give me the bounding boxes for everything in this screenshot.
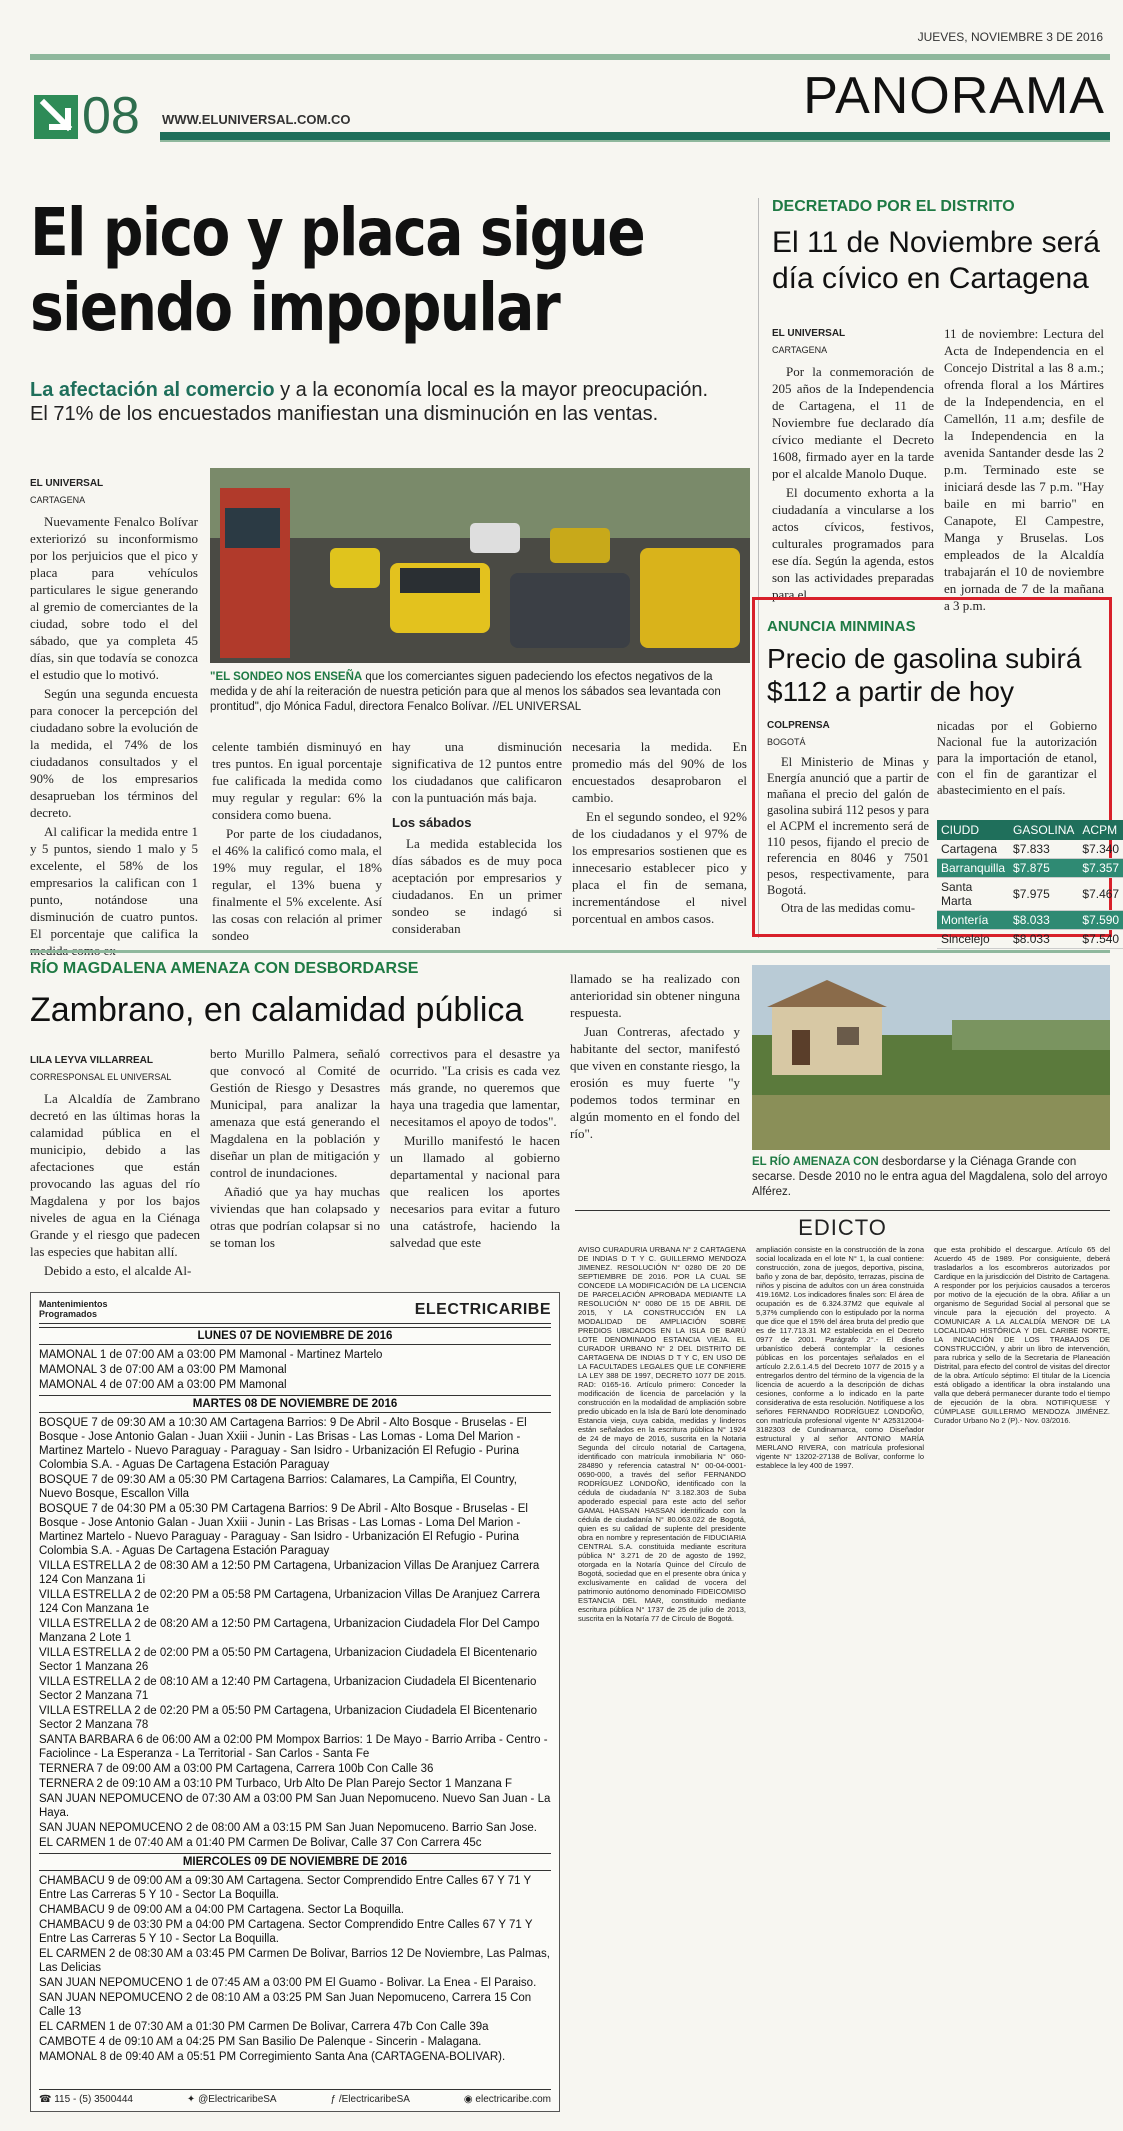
main-col3 — [392, 738, 562, 939]
gas-kicker: ANUNCIA MINMINAS — [767, 618, 916, 635]
gas-col2 — [937, 718, 1097, 800]
twitter-contact — [187, 2094, 277, 2105]
section-title: PANORAMA — [803, 67, 1105, 125]
acpm-price-cell: $7.467 — [1078, 878, 1123, 911]
civic-paragraph: Por la conmemoración de 205 años de la Independencia de Cartagena, el 11 de Noviembre fue declarado día cívico mediante el Decreto 1608, firmado ayer en la tarde por el alcalde Manolo Duque. — [772, 364, 934, 481]
gas-price-cell: $7.875 — [1009, 859, 1078, 878]
schedule-day-label: LUNES 07 DE NOVIEMBRE DE 2016 — [39, 1327, 551, 1345]
civic-col1 — [772, 325, 934, 605]
list-item: SAN JUAN NEPOMUCENO 2 de 08:00 AM a 03:15 PM San Juan Nepomuceno. Barrio San Jose. — [39, 1822, 537, 1834]
table-row — [937, 840, 1123, 859]
list-item: VILLA ESTRELLA 2 de 08:30 AM a 12:50 PM Cartagena, Urbanizacion Villas De Aranjuez Carrera 124 Con Manzana 1i — [39, 1560, 540, 1586]
schedule-day-label: MARTES 08 DE NOVIEMBRE DE 2016 — [39, 1395, 551, 1413]
zambrano-headline: Zambrano, en calamidad pública — [30, 991, 524, 1029]
list-item: EL CARMEN 2 de 08:30 AM a 03:45 PM Carmen De Bolivar, Barrios 12 De Noviembre, Las Palmas, Las Delicias — [39, 1948, 550, 1974]
gas-price-table — [937, 820, 1123, 949]
list-item: TERNERA 7 de 09:00 AM a 03:00 PM Cartagena, Carrera 100b Con Calle 36 — [39, 1763, 434, 1775]
civic-paragraph: 11 de noviembre: Lectura del Acta de Independencia en el Concejo Distrital a las 8 a.m.; ofrenda floral a los Mártires de la Independencia, en el Camellón, 11 a.m; desfile de la Independencia en la avenida Santander desde las 2 p.m. Terminado este se iniciará desde las 7 p.m. "Hay baile en mi barrio" en Canapote, El Campestre, Manga y Bruselas. Los empleados de la Alcaldía trabajarán el 10 de noviembre en jornada de 7 de la mañana a 3 p.m. — [944, 326, 1104, 613]
gas-city-cell: Sincelejo — [937, 930, 1009, 949]
list-item: MAMONAL 4 de 07:00 AM a 03:00 PM Mamonal — [39, 1379, 287, 1391]
main-photo-caption — [210, 670, 750, 715]
schedule-day-label: MIERCOLES 09 DE NOVIEMBRE DE 2016 — [39, 1853, 551, 1871]
main-subhead: Los sábados — [392, 815, 472, 830]
phone-contact — [39, 2094, 133, 2105]
edicto-title: EDICTO — [575, 1210, 1110, 1241]
main-paragraph: necesaria la medida. En promedio más del 90% de los encuestados desaprobaron el cambio. — [572, 739, 747, 805]
gas-table-header — [937, 820, 1123, 840]
main-headline-line1: El pico y placa sigue — [30, 194, 644, 271]
website-link: electricaribe.com — [475, 2094, 551, 2105]
table-row — [937, 911, 1123, 930]
acpm-price-cell: $7.590 — [1078, 911, 1123, 930]
main-paragraph: hay una disminución significativa de 12 puntos entre los ciudadanos que calificaron con la puntuación más baja. — [392, 739, 562, 805]
main-headline-line2: siendo impopular — [30, 269, 560, 346]
deck-highlight: La afectación al comercio — [30, 379, 275, 401]
edicto-col2: ampliación consiste en la construcción de la zona social localizada en el lote N° 1, la cual contiene: construcción, zona de juegos, deportiva, piscina, baño y zona de bar, depósito, terrazas, piscina de niños y piscina de adultos con un área construida 419.16M2. Los indicadores finales son: El área de ocupación es de 6.324.37M2 que equivale al 5,37% cumpliendo con lo estipulado por la norma que dice que el 15% del área bruta del predio que es de 117.713.31 M2 establecida en el Decreto 0977 de 2001. Parágrafo 2°.- El diseño urbanístico deberá contemplar la cesiones públicas en los porcentajes señalados en el artículo 2.2.6.1.4.5 del Decreto 1077 de 2015 y a entregarlos dentro del término de la vigencia de la licencia de acuerdo a la descripción de dichas cesiones, conforme a lo indicado en la parte considerativa de esta resolución. Notifíquese a los señores FERNANDO RODRÍGUEZ LONDOÑO, con matrícula profesional vigente N° A25312004-3182303 de Cundinamarca, como Diseñador estructural y al señor ANTONIO MARÍA MERLANO RIVERA, con matrícula profesional vigente N° 13202-27138 de Bolívar, conforme lo establece la ley 400 de 1997. — [756, 1245, 924, 1470]
list-item: SANTA BARBARA 6 de 06:00 AM a 02:00 PM Mompox Barrios: 1 De Mayo - Barrio Arriba - Centro - Faciolince - La Esperanza - La Territorial - San Carlos - Santa Fe — [39, 1734, 548, 1760]
list-item: MAMONAL 3 de 07:00 AM a 03:00 PM Mamonal — [39, 1364, 287, 1376]
gas-article-box — [752, 597, 1120, 946]
list-item: SAN JUAN NEPOMUCENO 1 de 07:45 AM a 03:00 PM El Guamo - Bolivar. La Enea - El Paraiso. — [39, 1977, 537, 1989]
list-item: CHAMBACU 9 de 09:00 AM a 04:00 PM Cartagena. Sector La Boquilla. — [39, 1904, 405, 1916]
edicto-col1: AVISO CURADURIA URBANA N° 2 CARTAGENA DE INDIAS D T Y C. GUILLERMO MENDOZA JIMENEZ. RESOLUCIÓN N° 0280 DE 20 DE SEPTIEMBRE DE 2016. POR LA CUAL SE CONCEDE LA MODIFICACIÓN DE LA LICENCIA DE PARCELACIÓN APROBADA MEDIANTE LA RESOLUCIÓN N° 0080 DE 15 DE ABRIL DE 2015, Y LA CONSTRUCCIÓN EN LA MODALIDAD DE AMPLIACIÓN SOBRE PREDIOS UBICADOS EN LA ISLA DE BARÚ LOTE DENOMINADO ESTANCIA VIEJA. EL CURADOR URBANO N° 2 DEL DISTRITO DE CARTAGENA DE INDIAS D T Y C, EN USO DE LA FACULTADES LEGALES QUE LE CONFIERE LA LEY 388 DE 1997, DECRETO 1077 DE 2015. RAD: 0165-16. Artículo primero: Conceder la modificación de licencia de parcelación y la construcción en la modalidad de ampliación sobre predio ubicado en la Isla de Barú lote denominado Estancia vieja, cuya cabida, medidas y linderos están señalados en la escritura pública N° 1924 de 24 de mayo de 2016, suscrita en la Notaria Segunda del círculo notarial de Cartagena, identificado con matrícula inmobiliaria N° 060-284890 y referencia catastral N° 00-04-0001-0690-000, a través del señor FERNANDO RODRÍGUEZ LONDOÑO, identificado con la cédula de ciudadanía N° 3.182.303 de Suba apoderado especial para este acto del señor GAMAL HASSAN HASSAN identificado con la cédula de ciudadanía N° 80.063.022 de Bogotá, quien es su calidad de suplente del presidente obra en nombre y representación de FIDUCIARIA CENTRAL S.A. constituida mediante escritura pública N° 3.271 de 20 de agosto de 1992, otorgada en la Notaría Quince del Círculo de Bogotá, sociedad que en el presente obra única y exclusivamente en calidad de vocera del patrimonio autónomo denominado FIDEICOMISO ESTANCIA DEL MAR, constituido mediante escritura pública N° 1737 de 25 de julio de 2013, suscrita en la Notaría 77 de Círculo de Bogotá. — [578, 1245, 746, 1623]
gas-paragraph: El Ministerio de Minas y Energía anunció que a partir de mañana el precio del galón de gasolina subirá 112 pesos y para el ACPM el incremento será de 110 pesos, fijando el precio de referencia en 8046 y 7501 pesos, respectivamente, para Bogotá. — [767, 755, 929, 897]
list-item: CHAMBACU 9 de 03:30 PM a 04:00 PM Cartagena. Sector Comprendido Entre Calles 67 Y 71 Y Entre Las Carreras 5 Y 10 - Sector La Boquilla. — [39, 1919, 533, 1945]
facebook-contact — [331, 2094, 410, 2105]
list-item: SAN JUAN NEPOMUCENO de 07:30 AM a 03:00 PM San Juan Nepomuceno. Nuevo San Juan - La Haya. — [39, 1793, 551, 1819]
main-paragraph: Según una segunda encuesta para conocer la percepción del ciudadano sobre la evolución de la medida, el 74% de los ciudadanos consultados y el 90% de los empresarios desaprueban los términos del decreto. — [30, 686, 198, 820]
civic-city: CARTAGENA — [772, 345, 828, 355]
gas-header-acpm: ACPM — [1078, 820, 1123, 840]
zambrano-paragraph: Murillo manifestó le hacen un llamado al gobierno departamental y nacional para que realicen los aportes necesarios para evitar a futuro una catástrofe, haciendo la salvedad que este — [390, 1133, 560, 1250]
list-item: VILLA ESTRELLA 2 de 02:20 PM a 05:50 PM Cartagena, Urbanizacion Ciudadela El Bicentenario Sector 2 Manzana 78 — [39, 1705, 537, 1731]
river-photo-caption — [752, 1155, 1110, 1200]
electricaribe-box — [30, 1292, 560, 2112]
deck-rest: y a la economía local es la mayor preocupación. — [274, 379, 709, 401]
gas-byline: COLPRENSA — [767, 720, 830, 731]
civic-kicker: DECRETADO POR EL DISTRITO — [772, 198, 1015, 215]
gas-header-city: CIUDD — [937, 820, 1009, 840]
traffic-photo — [210, 468, 750, 663]
page-number: 08 — [82, 87, 140, 145]
list-item: BOSQUE 7 de 09:30 AM a 05:30 PM Cartagena Barrios: Calamares, La Campiña, El Country, Nuevo Bosque, Escallon Villa — [39, 1474, 517, 1500]
list-item: BOSQUE 7 de 04:30 PM a 05:30 PM Cartagena Barrios: 9 De Abril - Alto Bosque - Bruselas - El Bosque - Jose Antonio Galan - Juan Xxiii - Junin - Las Brisas - Las Lomas - Loma Del Marion - Martinez Martelo - Nuevo Paraguay - Paraguay - San Isidro - Urbanización El Refugio - Purina Colombia S.A. - Aguas De Cartagena Estación Paraguay — [39, 1503, 528, 1557]
zambrano-paragraph: correctivos para el desastre ya ocurrido. "La crisis es cada vez más grande, no queremos que haya una tragedia que lamentar, necesitamos el apoyo de todos". — [390, 1046, 560, 1129]
zambrano-paragraph: berto Murillo Palmera, señaló que convocó al Comité de Gestión de Riesgo y Desastres Municipal, para analizar la amenaza que está generando el Magdalena en la población y diseñar un plan de mitigación y control de inundaciones. — [210, 1046, 380, 1180]
arrow-icon — [34, 95, 78, 139]
list-item: CAMBOTE 4 de 09:10 AM a 04:25 PM San Basilio De Palenque - Sincerin - Malagana. — [39, 2036, 482, 2048]
table-row — [937, 930, 1123, 949]
zambrano-paragraph: llamado se ha realizado con anterioridad sin obtener ninguna respuesta. — [570, 971, 740, 1020]
acpm-price-cell: $7.540 — [1078, 930, 1123, 949]
gas-headline: Precio de gasolina subirá $112 a partir de hoy — [767, 643, 1082, 707]
header-top-rule — [30, 54, 1110, 60]
list-item: SAN JUAN NEPOMUCENO 2 de 08:10 AM a 03:25 PM San Juan Nepomuceno, Carrera 15 Con Calle 13 — [39, 1992, 532, 2018]
zambrano-paragraph: Debido a esto, el alcalde Al- — [44, 1263, 192, 1278]
web-contact — [464, 2094, 551, 2105]
gas-city-cell: Barranquilla — [937, 859, 1009, 878]
header-bottom-rule — [160, 132, 1110, 140]
facebook-icon: ƒ — [330, 2094, 339, 2105]
list-item: VILLA ESTRELLA 2 de 08:10 AM a 12:40 PM Cartagena, Urbanizacion Ciudadela El Bicentenario Sector 2 Manzana 71 — [39, 1676, 537, 1702]
main-paragraph: Nuevamente Fenalco Bolívar exteriorizó su inconformismo por los perjuicios que el pico y placa para vehículos particulares le sigue generando al gremio de comerciantes de la ciudad, sobre todo el del sábado, que ya completa 45 días, sin que todavía se conozca el estudio que lo motivó. — [30, 514, 198, 682]
zambrano-col4 — [570, 970, 740, 1144]
gas-header-gasoline: GASOLINA — [1009, 820, 1078, 840]
civic-paragraph: El documento exhorta a la ciudadanía a vincularse a los actos cívicos, festivos, culturales programados para ese día. Según la agenda, estos son las actividades preparadas para el — [772, 485, 934, 602]
phone-number: 115 - (5) 3500444 — [54, 2094, 133, 2105]
zambrano-byline: LILA LEYVA VILLARREAL — [30, 1055, 153, 1066]
civic-byline: EL UNIVERSAL — [772, 328, 846, 339]
list-item: MAMONAL 1 de 07:00 AM a 03:00 PM Mamonal - Martinez Martelo — [39, 1349, 383, 1361]
list-item: EL CARMEN 1 de 07:30 AM a 01:30 PM Carmen De Bolivar, Carrera 47b Con Calle 39a — [39, 2021, 489, 2033]
website: WWW.ELUNIVERSAL.COM.CO — [162, 112, 351, 127]
caption-lead: "EL SONDEO NOS ENSEÑA — [210, 671, 363, 683]
list-item: CHAMBACU 9 de 09:00 AM a 09:30 AM Cartagena. Sector Comprendido Entre Calles 67 Y 71 Y Entre Las Carreras 5 Y 10 - Sector La Boquilla. — [39, 1875, 532, 1901]
list-item: EL CARMEN 1 de 07:40 AM a 01:40 PM Carmen De Bolivar, Calle 37 Con Carrera 45c — [39, 1837, 482, 1849]
maintenance-schedule — [39, 1327, 551, 2064]
maintenance-title: Mantenimientos Programados — [39, 1299, 108, 1319]
electricaribe-brand: ELECTRICARIBE — [414, 1301, 551, 1318]
gas-price-cell: $8.033 — [1009, 911, 1078, 930]
main-paragraph: Por parte de los ciudadanos, el 46% la calificó como mala, el 19% muy regular, el 18% regular, el 13% buena y finalmente el 5% excelente. Así las cosas con relación al primer sondeo — [212, 826, 382, 943]
gas-paragraph: Otra de las medidas comu- — [781, 901, 915, 915]
list-item: VILLA ESTRELLA 2 de 08:20 AM a 12:50 PM Cartagena, Urbanizacion Ciudadela Flor Del Campo Manzana 2 Lote 1 — [39, 1618, 540, 1644]
gas-price-cell: $7.975 — [1009, 878, 1078, 911]
gas-col1 — [767, 718, 929, 918]
deck-line2: El 71% de los encuestados manifiestan una disminución en las ventas. — [30, 403, 659, 425]
main-paragraph: Al calificar la medida entre 1 y 5 puntos, siendo 1 malo y 5 excelente, el 58% de los empresarios la califican con 1 punto, notándose una disminución de cuatro puntos. El porcentaje que califica la — [30, 824, 198, 941]
section-divider — [30, 950, 1110, 953]
main-col2 — [212, 738, 382, 946]
zambrano-kicker: RÍO MAGDALENA AMENAZA CON DESBORDARSE — [30, 960, 419, 977]
gas-price-cell: $7.833 — [1009, 840, 1078, 859]
main-col4 — [572, 738, 747, 929]
main-headline — [30, 195, 649, 345]
table-row — [937, 859, 1123, 878]
civic-col2 — [944, 325, 1104, 616]
facebook-handle: /ElectricaribeSA — [338, 2094, 410, 2105]
phone-icon: ☎ — [39, 2094, 55, 2105]
page-header — [0, 0, 1123, 150]
civic-headline: El 11 de Noviembre será día cívico en Cartagena — [772, 226, 1100, 295]
gas-city: BOGOTÁ — [767, 737, 806, 747]
zambrano-col2 — [210, 1045, 380, 1253]
table-row — [937, 878, 1123, 911]
zambrano-paragraph: La Alcaldía de Zambrano decretó en las últimas horas la calamidad pública en el municipio, debido a las afectaciones que están provocando las aguas del río Magdalena y por los bajos niveles de agua en la Ciénaga Grande y el riesgo que padecen las especies que habitan allí. — [30, 1091, 200, 1259]
header-date: JUEVES, NOVIEMBRE 3 DE 2016 — [917, 30, 1103, 44]
river-photo — [752, 965, 1110, 1150]
gas-city-cell: Santa Marta — [937, 878, 1009, 911]
list-item: VILLA ESTRELLA 2 de 02:20 PM a 05:58 PM Cartagena, Urbanizacion Villas De Aranjuez Carrera 124 Con Manzana 1e — [39, 1589, 540, 1615]
main-col1 — [30, 475, 198, 961]
gas-price-cell: $8.033 — [1009, 930, 1078, 949]
gas-city-cell: Cartagena — [937, 840, 1009, 859]
zambrano-paragraph: Añadió que ya hay muchas viviendas que han colapsado y otras que podrían colapsar si no se toman los — [210, 1184, 380, 1250]
acpm-price-cell: $7.340 — [1078, 840, 1123, 859]
main-deck — [30, 378, 750, 426]
byline-city: CARTAGENA — [30, 495, 86, 505]
byline: EL UNIVERSAL — [30, 478, 104, 489]
river-caption-lead: EL RÍO AMENAZA CON — [752, 1156, 879, 1168]
acpm-price-cell: $7.357 — [1078, 859, 1123, 878]
river-caption-rest: desbordarse y la Ciénaga Grande con secarse. Desde 2010 no le entra agua del Magdalena, solo del arroyo Alférez. — [752, 1156, 1108, 1198]
main-paragraph: La medida establecida los días sábados es de muy poca aceptación por empresarios y ciudadanos. En un primer sondeo se indagó si consideraban — [392, 836, 562, 936]
list-item: BOSQUE 7 de 09:30 AM a 10:30 AM Cartagena Barrios: 9 De Abril - Alto Bosque - Bruselas - El Bosque - Jose Antonio Galan - Juan Xxiii - Junin - Las Brisas - Las Lomas - Loma Del Marion - Martinez Martelo - Nuevo Paraguay - Paraguay - San Isidro - Urbanización El Refugio - Purina Colombia S.A. - Aguas De Cartagena Estación Paraguay — [39, 1417, 527, 1471]
zambrano-paragraph: Juan Contreras, afectado y habitante del sector, manifestó que viven en constante riesgo, la erosión es muy fuerte "y podemos todos terminar en algún momento en el fondo del río". — [570, 1024, 740, 1141]
gas-paragraph: nicadas por el Gobierno Nacional fue la autorización para la importación de etanol, con el fin de garantizar el abastecimiento en el país. — [937, 719, 1097, 797]
zambrano-col1 — [30, 1052, 200, 1281]
electricaribe-footer — [39, 2089, 551, 2105]
globe-icon: ◉ — [463, 2094, 476, 2105]
twitter-handle: @ElectricaribeSA — [198, 2094, 277, 2105]
gas-city-cell: Montería — [937, 911, 1009, 930]
main-paragraph: En el segundo sondeo, el 92% de los ciudadanos y el 97% de los empresarios sostienen que es innecesario establecer pico y placa el fin de semana, incrementándose el nivel porcentual en ambos casos. — [572, 809, 747, 926]
main-paragraph: celente también disminuyó en tres puntos. En igual porcentaje fue calificada la medida como muy regular y regular: 6% la considera como buena. — [212, 739, 382, 822]
caption-rest: que los comerciantes siguen padeciendo los efectos negativos de la medida y de ahí la reiteración de nuestra petición para que al menos los sábados sea levantada con prontitud", djo Mónica Fadul, directora Fenalco Bolívar. //EL UNIVERSAL — [210, 671, 721, 713]
zambrano-city: CORRESPONSAL EL UNIVERSAL — [30, 1072, 172, 1082]
zambrano-col3 — [390, 1045, 560, 1253]
list-item: VILLA ESTRELLA 2 de 02:00 PM a 05:50 PM Cartagena, Urbanizacion Ciudadela El Bicentenario Sector 1 Manzana 26 — [39, 1647, 537, 1673]
twitter-icon: ✦ — [186, 2094, 199, 2105]
list-item: TERNERA 2 de 09:10 AM a 03:10 PM Turbaco, Urb Alto De Plan Parejo Sector 1 Manzana F — [39, 1778, 513, 1790]
edicto-col3: que esta prohibido el descargue. Artículo 65 del Acuerdo 45 de 1989. Por consiguiente, deberá trasladarlos a los escombreros autorizados por Cardique en la jurisdicción del Distrito de Cartagena. A responder por los perjuicios causados a terceros por motivo de la ejecución de la obra. Afiliar a un organismo de Seguridad Social al personal que se vincule para la ejecución del proyecto. A COMUNICAR A LA ALCALDÍA MENOR DE LA LOCALIDAD HISTÓRICA Y DEL CARIBE NORTE, LA INICIACIÓN DE LOS TRABAJOS DE CONSTRUCCIÓN, y abrir un libro de intervención, para rubrica y sello de la Secretaria de Planeación Distrital, para efecto del control de visitas del director de la obra. Artículo séptimo: El titular de la Licencia está obligado a identificar la obra instalando una valla que deberá permanecer durante todo el tiempo de ejecución de la obra. NOTIFIQUESE Y CÚMPLASE GUILLERMO MENDOZA JIMÉNEZ. Curador Urbano No 2 (P).- Nov. 03/2016. — [934, 1245, 1110, 1425]
list-item: MAMONAL 8 de 09:40 AM a 05:51 PM Corregimiento Santa Ana (CARTAGENA-BOLIVAR). — [39, 2051, 506, 2063]
